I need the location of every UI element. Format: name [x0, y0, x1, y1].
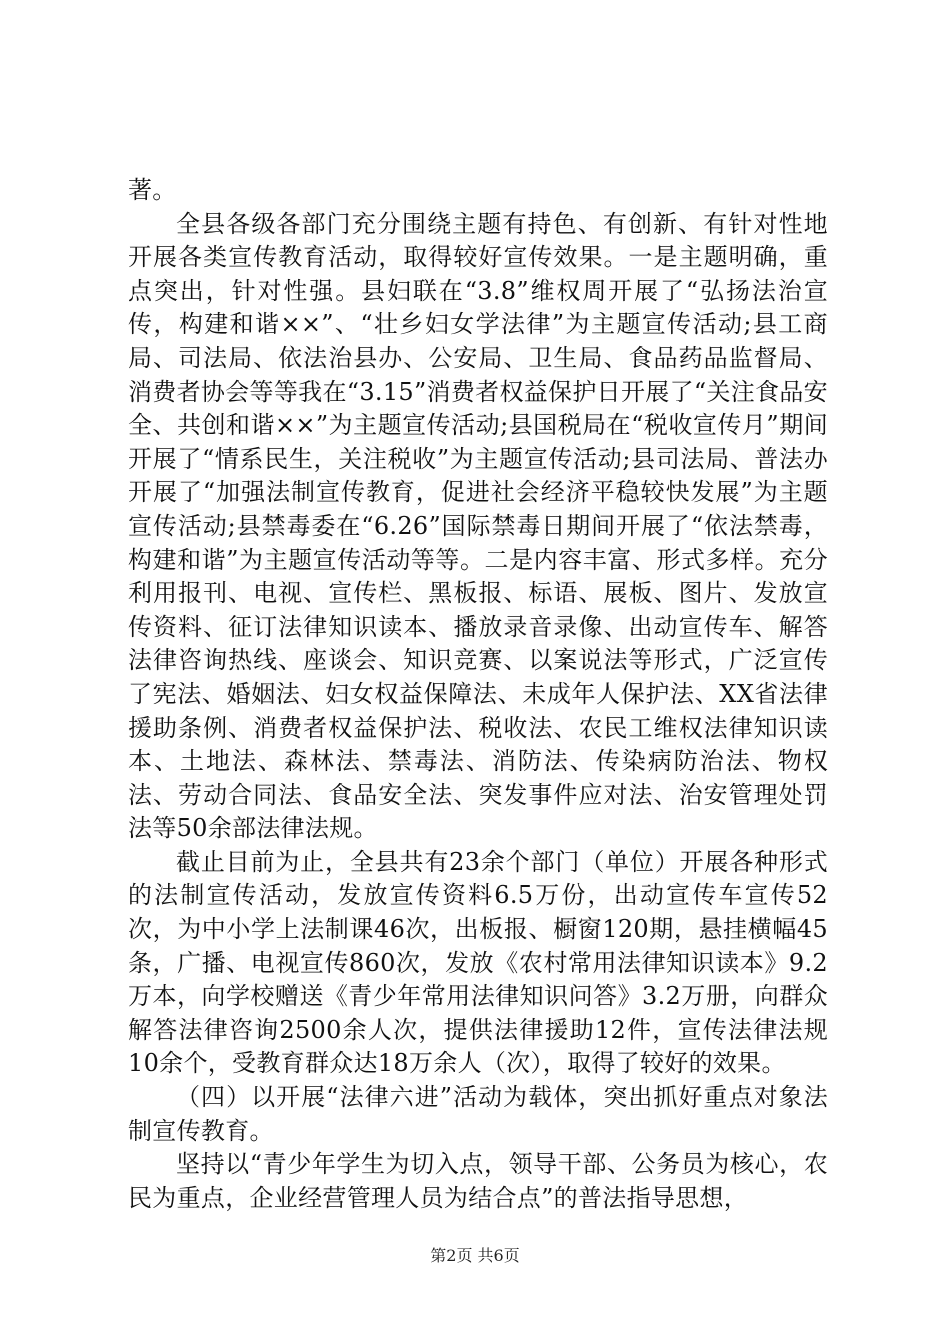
document-body [128, 174, 828, 1215]
paragraph-publicity-activities: 全县各级各部门充分围绕主题有持色、有创新、有针对性地开展各类宣传教育活动，取得较好宣传效果。一是主题明确，重点突出，针对性强。县妇联在“3.8”维权周开展了“弘扬法治宣传，构建和谐××”、“壮乡妇女学法律”为主题宣传活动;县工商局、司法局、依法治县办、公安局、卫生局、食品药品监督局、消费者协会等等我在“3.15”消费者权益保护日开展了“关注食品安全、共创和谐××”为主题宣传活动;县国税局在“税收宣传月”期间开展了“情系民生，关注税收”为主题宣传活动;县司法局、普法办开展了“加强法制宣传教育，促进社会经济平稳较快发展”为主题宣传活动;县禁毒委在“6.26”国际禁毒日期间开展了“依法禁毒，构建和谐”为主题宣传活动等等。二是内容丰富、形式多样。充分利用报刊、电视、宣传栏、黑板报、标语、展板、图片、发放宣传资料、征订法律知识读本、播放录音录像、出动宣传车、解答法律咨询热线、座谈会、知识竞赛、以案说法等形式，广泛宣传了宪法、婚姻法、妇女权益保障法、未成年人保护法、XX省法律援助条例、消费者权益保护法、税收法、农民工维权法律知识读本、土地法、森林法、禁毒法、消防法、传染病防治法、物权法、劳动合同法、食品安全法、突发事件应对法、治安管理处罚法等50余部法律法规。 [128, 209, 828, 843]
paragraph-statistics: 截止目前为止，全县共有23余个部门（单位）开展各种形式的法制宣传活动，发放宣传资料6.5万份，出动宣传车宣传52次，为中小学上法制课46次，出板报、橱窗120期，悬挂横幅45条，广播、电视宣传860次，发放《农村常用法律知识读本》9.2万本，向学校赠送《青少年常用法律知识问答》3.2万册，向群众解答法律咨询2500余人次，提供法律援助12件，宣传法律法规10余个，受教育群众达18万余人（次），取得了较好的效果。 [128, 847, 828, 1078]
paragraph-guiding-principle: 坚持以“青少年学生为切入点，领导干部、公务员为核心，农民为重点，企业经营管理人员为结合点”的普法指导思想， [128, 1150, 828, 1212]
section-heading-four: （四）以开展“法律六进”活动为载体，突出抓好重点对象法制宣传教育。 [128, 1083, 828, 1145]
page-number-footer: 第2页 共6页 [430, 1246, 520, 1265]
paragraph-continuation: 著。 [128, 176, 177, 204]
